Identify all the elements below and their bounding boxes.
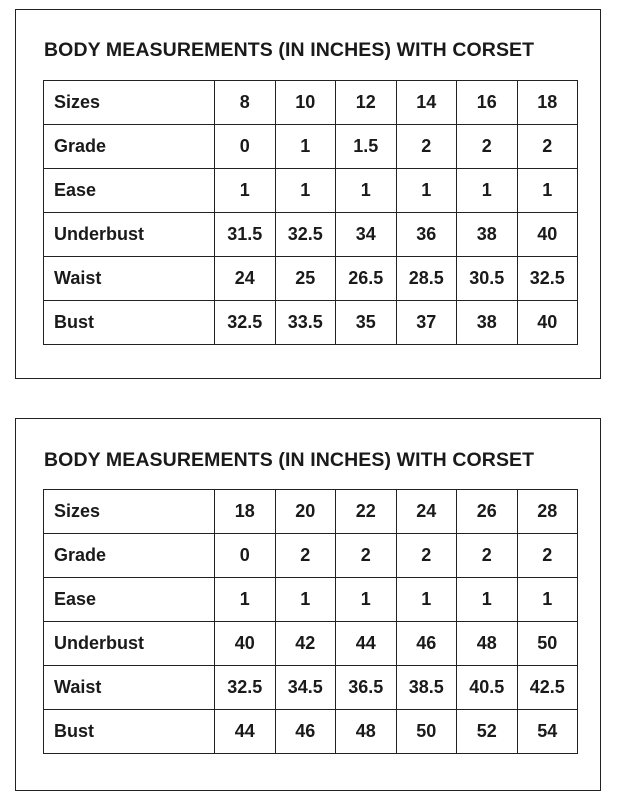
row-label: Underbust	[44, 622, 215, 666]
table-cell: 20	[275, 490, 336, 534]
table-cell: 1	[517, 169, 578, 213]
measurement-panel-1	[15, 9, 601, 379]
table-cell: 1.5	[336, 125, 397, 169]
table-cell: 2	[275, 534, 336, 578]
table-cell: 26.5	[336, 257, 397, 301]
table-cell: 28	[517, 490, 578, 534]
table-cell: 16	[457, 81, 518, 125]
row-label: Bust	[44, 710, 215, 754]
table-cell: 40.5	[457, 666, 518, 710]
table-cell: 18	[517, 81, 578, 125]
table-cell: 33.5	[275, 301, 336, 345]
table-cell: 35	[336, 301, 397, 345]
table-cell: 40	[517, 301, 578, 345]
panel-title: BODY MEASUREMENTS (IN INCHES) WITH CORSET	[44, 449, 535, 471]
table-cell: 34.5	[275, 666, 336, 710]
row-label: Ease	[44, 169, 215, 213]
table-row-grade	[44, 125, 578, 169]
table-cell: 24	[215, 257, 276, 301]
table-cell: 30.5	[457, 257, 518, 301]
table-cell: 26	[457, 490, 518, 534]
measurement-table-2	[43, 489, 578, 754]
table-cell: 36.5	[336, 666, 397, 710]
table-row-bust	[44, 710, 578, 754]
table-cell: 1	[517, 578, 578, 622]
table-cell: 38	[457, 301, 518, 345]
table-cell: 1	[275, 169, 336, 213]
table-cell: 32.5	[275, 213, 336, 257]
table-row-grade	[44, 534, 578, 578]
table-cell: 44	[215, 710, 276, 754]
table-cell: 42.5	[517, 666, 578, 710]
table-cell: 25	[275, 257, 336, 301]
row-label: Grade	[44, 125, 215, 169]
table-cell: 36	[396, 213, 457, 257]
table-row-underbust	[44, 213, 578, 257]
table-cell: 54	[517, 710, 578, 754]
table-cell: 2	[517, 125, 578, 169]
measurement-table-1	[43, 80, 578, 345]
table-cell: 1	[457, 169, 518, 213]
measurement-panel-2	[15, 418, 601, 791]
table-cell: 48	[457, 622, 518, 666]
table-cell: 2	[457, 125, 518, 169]
table-cell: 38	[457, 213, 518, 257]
table-cell: 14	[396, 81, 457, 125]
table-cell: 0	[215, 125, 276, 169]
table-cell: 31.5	[215, 213, 276, 257]
row-label: Sizes	[44, 81, 215, 125]
row-label: Grade	[44, 534, 215, 578]
table-cell: 10	[275, 81, 336, 125]
table-cell: 22	[336, 490, 397, 534]
table-cell: 37	[396, 301, 457, 345]
table-cell: 1	[457, 578, 518, 622]
table-cell: 34	[336, 213, 397, 257]
panel-title: BODY MEASUREMENTS (IN INCHES) WITH CORSET	[44, 39, 535, 61]
table-cell: 1	[396, 578, 457, 622]
table-cell: 8	[215, 81, 276, 125]
table-cell: 2	[396, 534, 457, 578]
table-cell: 40	[215, 622, 276, 666]
table-cell: 40	[517, 213, 578, 257]
table-cell: 42	[275, 622, 336, 666]
table-cell: 18	[215, 490, 276, 534]
table-cell: 44	[336, 622, 397, 666]
table-cell: 32.5	[517, 257, 578, 301]
table-cell: 2	[517, 534, 578, 578]
table-cell: 50	[396, 710, 457, 754]
table-cell: 32.5	[215, 666, 276, 710]
row-label: Sizes	[44, 490, 215, 534]
table-cell: 32.5	[215, 301, 276, 345]
table-cell: 1	[336, 578, 397, 622]
table-cell: 2	[336, 534, 397, 578]
table-row-sizes	[44, 81, 578, 125]
row-label: Underbust	[44, 213, 215, 257]
table-cell: 28.5	[396, 257, 457, 301]
table-row-ease	[44, 578, 578, 622]
table-cell: 38.5	[396, 666, 457, 710]
table-row-waist	[44, 666, 578, 710]
table-cell: 46	[396, 622, 457, 666]
table-cell: 2	[396, 125, 457, 169]
table-row-ease	[44, 169, 578, 213]
table-cell: 1	[275, 125, 336, 169]
table-cell: 12	[336, 81, 397, 125]
table-row-waist	[44, 257, 578, 301]
table-row-bust	[44, 301, 578, 345]
table-cell: 46	[275, 710, 336, 754]
table-cell: 50	[517, 622, 578, 666]
row-label: Ease	[44, 578, 215, 622]
table-cell: 1	[215, 578, 276, 622]
table-cell: 1	[275, 578, 336, 622]
row-label: Waist	[44, 257, 215, 301]
table-cell: 2	[457, 534, 518, 578]
table-row-underbust	[44, 622, 578, 666]
table-cell: 52	[457, 710, 518, 754]
table-cell: 1	[396, 169, 457, 213]
table-cell: 48	[336, 710, 397, 754]
table-row-sizes	[44, 490, 578, 534]
row-label: Waist	[44, 666, 215, 710]
table-cell: 1	[215, 169, 276, 213]
table-cell: 0	[215, 534, 276, 578]
table-cell: 1	[336, 169, 397, 213]
row-label: Bust	[44, 301, 215, 345]
table-cell: 24	[396, 490, 457, 534]
